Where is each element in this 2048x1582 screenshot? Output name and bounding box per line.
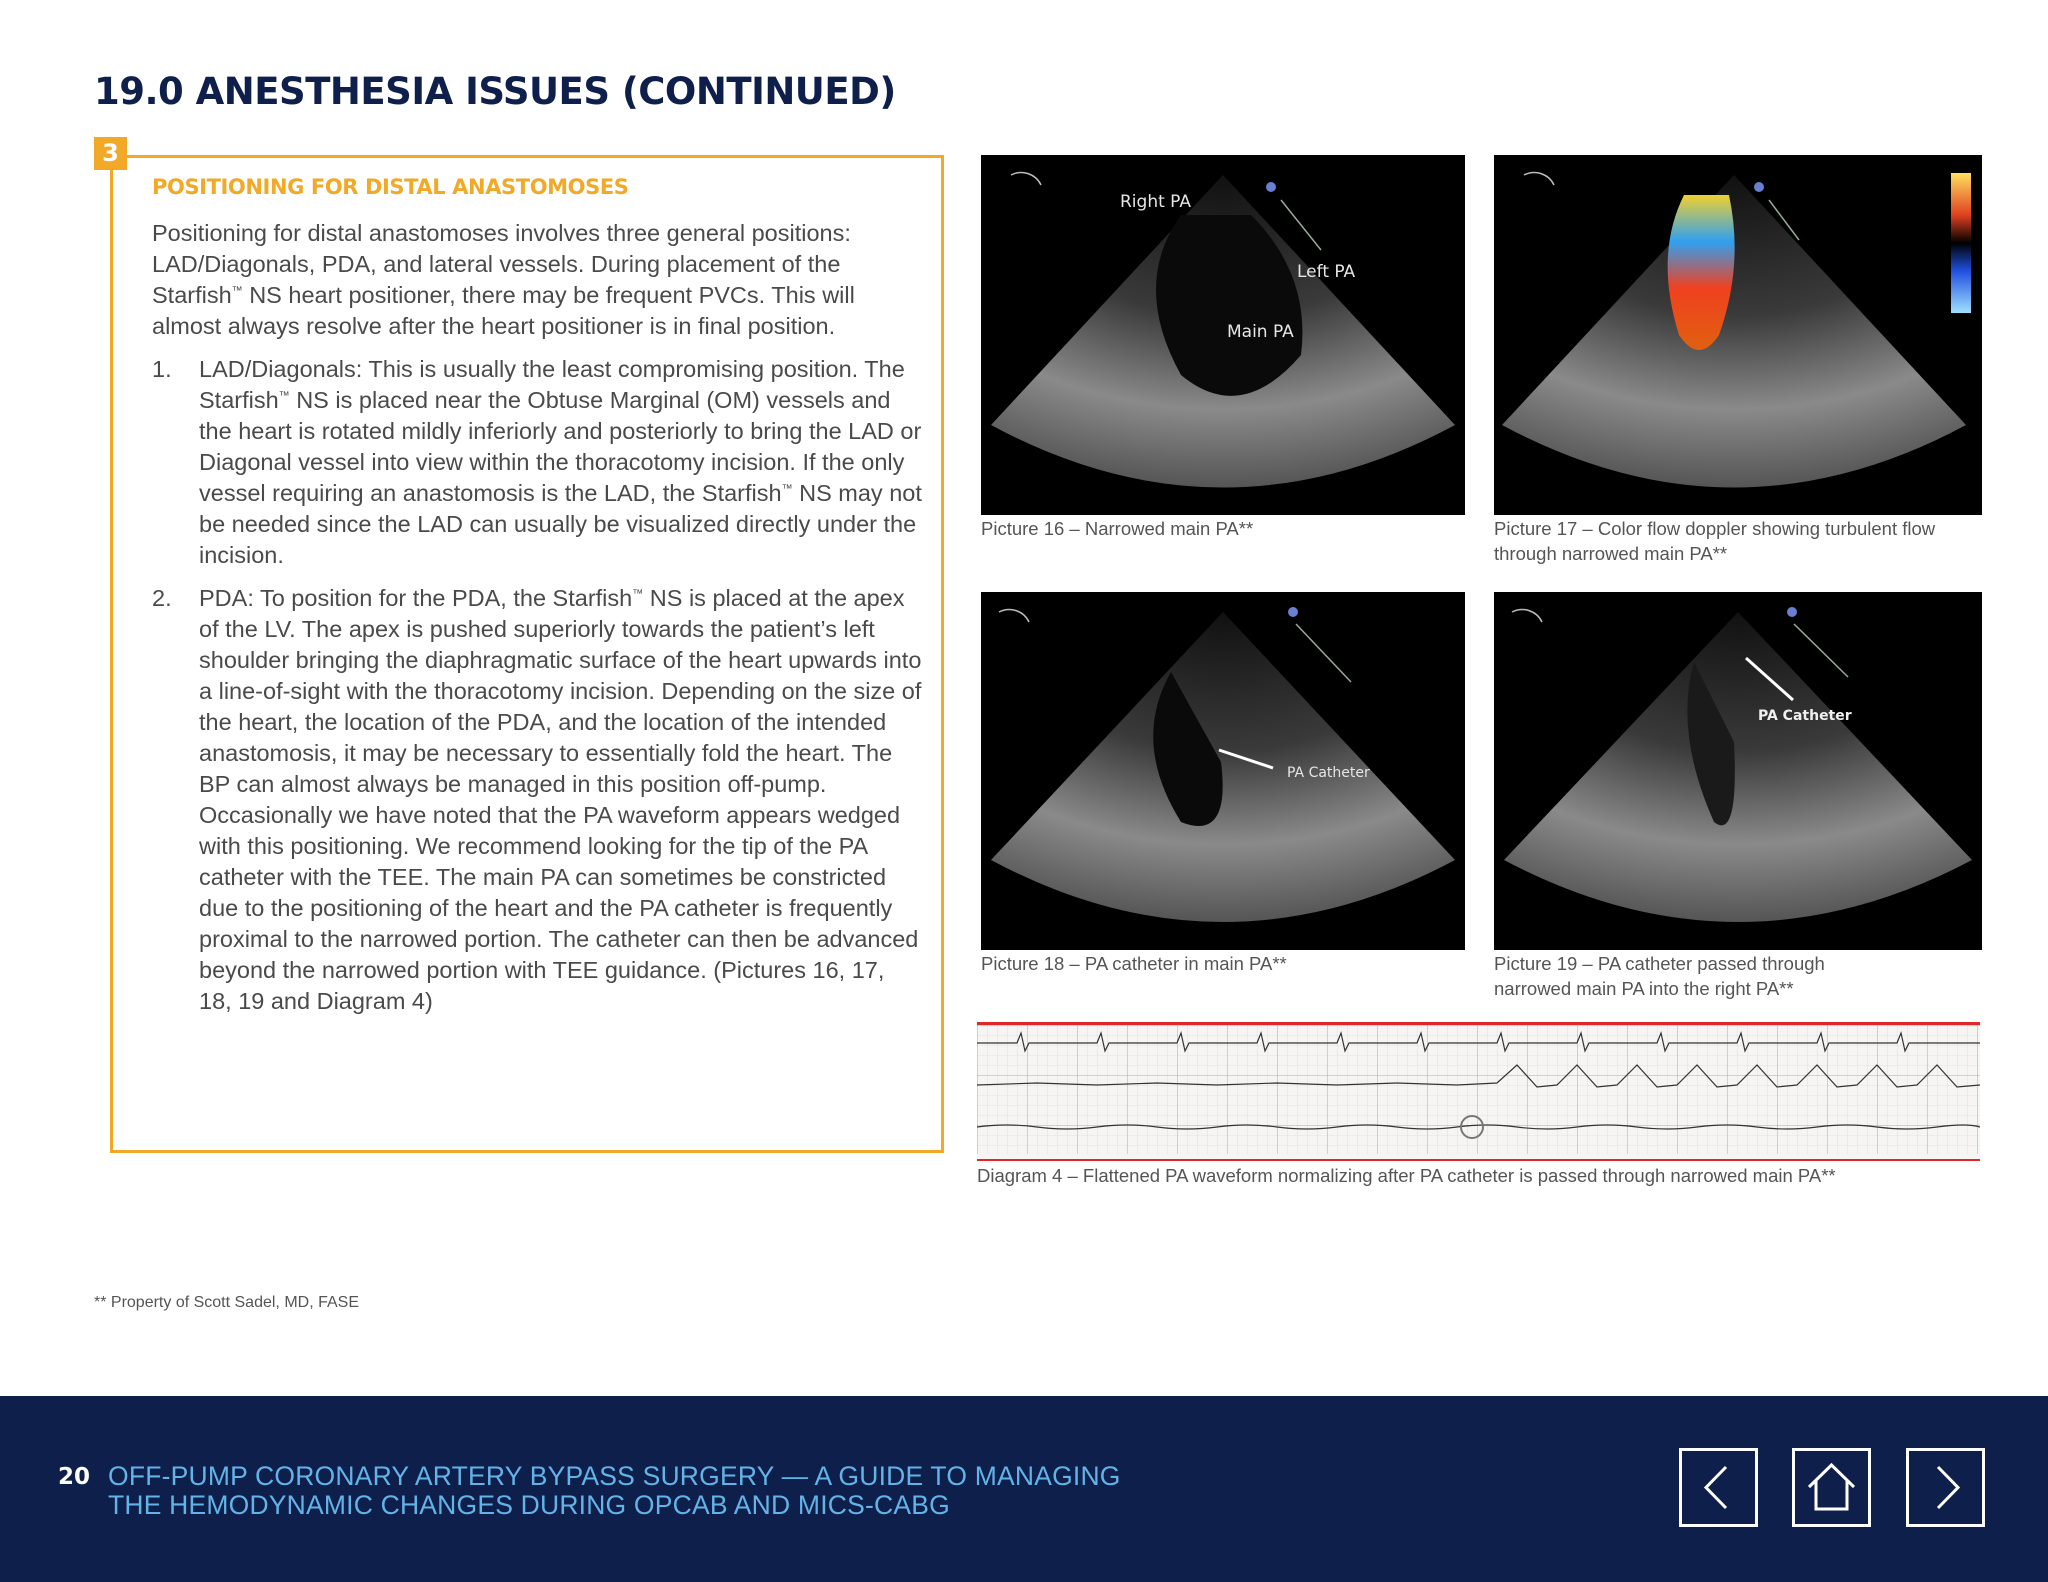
ecg-waveform — [977, 1025, 1980, 1154]
caption-picture-19: Picture 19 – PA catheter passed through narrowed main PA into the right PA** — [1494, 953, 1825, 999]
next-page-button[interactable] — [1906, 1448, 1985, 1527]
diagram-4-ecg-strip — [977, 1022, 1980, 1161]
caption-picture-17: Picture 17 – Color flow doppler showing turbulent flow through narrowed main PA** — [1494, 518, 1936, 564]
intro-paragraph: Positioning for distal anastomoses involves three general positions: LAD/Diagonals, PDA, and lateral vessels. During placement of the Starfish™ NS heart positioner, there may be frequent PVCs. This will almost always resolve after the heart positioner is in final position. — [152, 220, 855, 339]
previous-page-button[interactable] — [1679, 1448, 1758, 1527]
home-button[interactable] — [1792, 1448, 1871, 1527]
footer-document-title: OFF-PUMP CORONARY ARTERY BYPASS SURGERY — A GUIDE TO MANAGING THE HEMODYNAMIC CHANGES DURING OPCAB AND MICS-CABG — [108, 1461, 1121, 1520]
page-number: 20 — [58, 1464, 91, 1490]
list-item: 1. LAD/Diagonals: This is usually the least compromising position. The Starfish™ NS is placed near the Obtuse Marginal (OM) vessels and the heart is rotated mildly inferiorly and posteriorly to bring the LAD or Diagonal vessel into view within the thoracotomy incision. If the only vessel requiring an anastomosis is the LAD, the Starfish™ NS may not be needed since the LAD can usually be visualized directly under the incision. — [152, 356, 922, 568]
chevron-right-icon — [1909, 1451, 1982, 1524]
label-main-pa: Main PA — [1227, 322, 1294, 342]
picture-17-echo-doppler — [1494, 155, 1982, 515]
caption-picture-18: Picture 18 – PA catheter in main PA** — [981, 953, 1287, 974]
section-heading: POSITIONING FOR DISTAL ANASTOMOSES — [152, 175, 629, 199]
footnote: ** Property of Scott Sadel, MD, FASE — [94, 1294, 359, 1311]
label-left-pa: Left PA — [1297, 262, 1356, 282]
caption-picture-16: Picture 16 – Narrowed main PA** — [981, 518, 1254, 539]
label-pa-catheter: PA Catheter — [1287, 765, 1370, 781]
positions-list — [152, 354, 922, 1017]
picture-16-echo — [981, 155, 1465, 515]
caption-diagram-4: Diagram 4 – Flattened PA waveform normalizing after PA catheter is passed through narrowed main PA** — [977, 1165, 1836, 1186]
section-number-badge: 3 — [94, 137, 127, 170]
chevron-left-icon — [1682, 1451, 1755, 1524]
home-icon — [1795, 1451, 1868, 1524]
section-body — [152, 218, 922, 1029]
page-title: 19.0 ANESTHESIA ISSUES (CONTINUED) — [94, 70, 896, 113]
picture-19-echo — [1494, 592, 1982, 950]
label-right-pa: Right PA — [1120, 192, 1191, 212]
list-item: 2. PDA: To position for the PDA, the Starfish™ NS is placed at the apex of the LV. The apex is pushed superiorly towards the patient’s left shoulder bringing the diaphragmatic surface of the heart upwards into a line-of-sight with the thoracotomy incision. Depending on the size of the heart, the location of the PDA, and the location of the intended anastomosis, it may be necessary to essentially fold the heart. The BP can almost always be managed in this position off-pump. Occasionally we have noted that the PA waveform appears wedged with this positioning. We recommend looking for the tip of the PA catheter with the TEE. The main PA can sometimes be constricted due to the positioning of the heart and the PA catheter is frequently proximal to the narrowed portion. The catheter can then be advanced beyond the narrowed portion with TEE guidance. (Pictures 16, 17, 18, 19 and Diagram 4) — [152, 585, 922, 1014]
label-pa-catheter: PA Catheter — [1758, 708, 1852, 724]
picture-18-echo — [981, 592, 1465, 950]
